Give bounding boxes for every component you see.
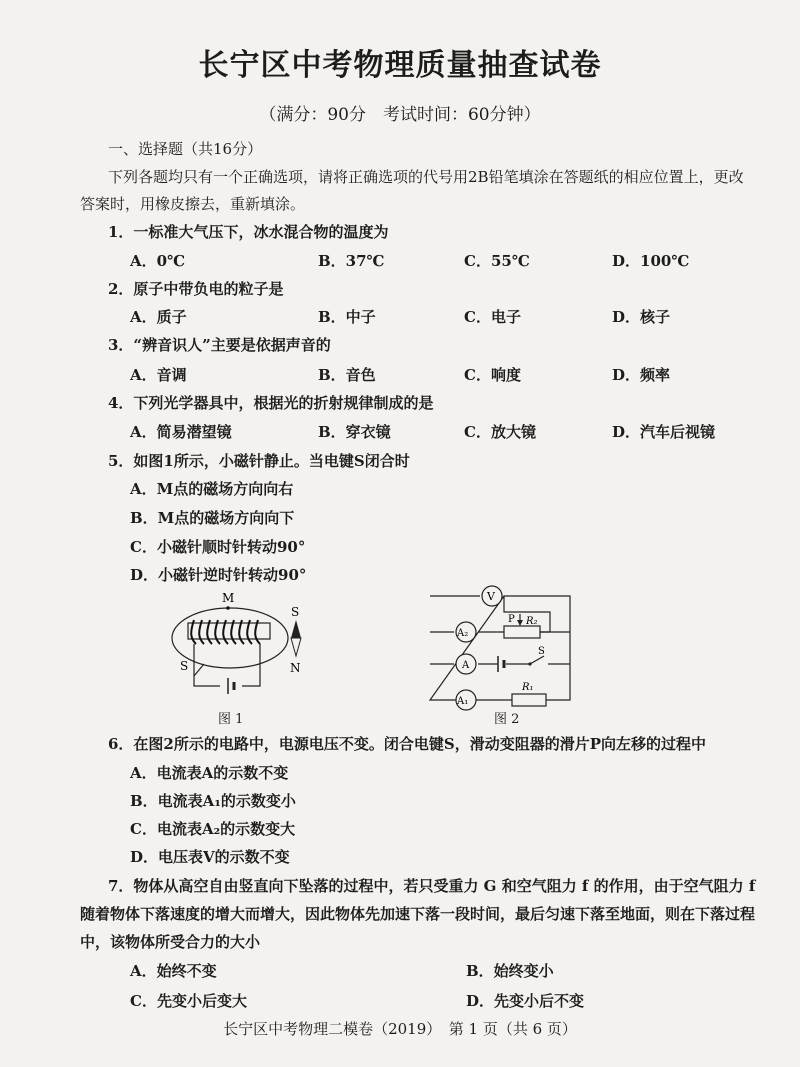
switch-s — [530, 656, 544, 664]
resistor-r2 — [504, 626, 540, 638]
label-r1: R₁ — [522, 682, 534, 693]
label-s-needle: S — [291, 605, 300, 619]
label-s-switch: S — [180, 659, 189, 673]
page-footer: 长宁区中考物理二模卷（2019） 第 1 页（共 6 页） — [223, 1020, 577, 1038]
point-m — [226, 606, 230, 610]
slider-arrow — [517, 620, 523, 626]
question-7-option-c: C．先变小后变大 — [130, 992, 247, 1010]
question-3-option-d: D．频率 — [612, 366, 671, 384]
question-6-stem: 6．在图2所示的电路中，电源电压不变。闭合电键S，滑动变阻器的滑片P向左移的过程中 — [108, 735, 706, 753]
solenoid-coil — [191, 620, 260, 644]
question-5-option-c: C．小磁针顺时针转动90° — [130, 538, 306, 556]
needle-south-half — [291, 638, 301, 656]
question-7-stem-line-1: 7．物体从高空自由竖直向下坠落的过程中，若只受重力 G 和空气阻力 f 的作用，由于空气阻力 f — [108, 877, 756, 895]
label-a: A — [462, 660, 470, 671]
question-4-option-c: C．放大镜 — [464, 423, 536, 441]
question-2-option-d: D．核子 — [612, 308, 671, 326]
question-7-stem-line-2: 随着物体下落速度的增大而增大，因此物体先加速下落一段时间，最后匀速下落至地面，则在下落过程 — [80, 905, 756, 923]
question-6-option-c: C．电流表A₂的示数变大 — [130, 820, 296, 838]
question-5-option-b: B．M点的磁场方向向下 — [130, 509, 295, 527]
question-4-option-a: A．简易潜望镜 — [130, 423, 232, 441]
question-4-option-d: D．汽车后视镜 — [612, 423, 716, 441]
switch-pivot — [528, 662, 531, 665]
question-6-option-d: D．电压表V的示数不变 — [130, 848, 290, 866]
figure-1-solenoid — [170, 590, 330, 720]
question-6-option-b: B．电流表A₁的示数变小 — [130, 792, 296, 810]
resistor-r1 — [512, 694, 546, 706]
label-r2: R₂ — [526, 616, 538, 627]
question-5-option-a: A．M点的磁场方向向右 — [130, 480, 294, 498]
label-a2: A₂ — [457, 628, 469, 639]
question-2-option-a: A．质子 — [130, 308, 187, 326]
question-1-stem: 1．一标准大气压下，冰水混合物的温度为 — [108, 223, 389, 241]
question-1-option-c: C．55℃ — [464, 252, 530, 270]
question-7-option-a: A．始终不变 — [130, 962, 217, 980]
question-4-stem: 4．下列光学器具中，根据光的折射规律制成的是 — [108, 394, 434, 412]
question-3-stem: 3．“辨音识人”主要是依据声音的 — [108, 336, 331, 354]
question-2-option-c: C．电子 — [464, 308, 521, 326]
question-3-option-b: B．音色 — [318, 366, 376, 384]
question-4-option-b: B．穿衣镜 — [318, 423, 391, 441]
question-1-option-d: D．100℃ — [612, 252, 690, 270]
label-p: P — [508, 614, 515, 625]
page-title: 长宁区中考物理质量抽查试卷 — [198, 48, 602, 83]
question-3-option-c: C．响度 — [464, 366, 521, 384]
label-n-needle: N — [290, 661, 301, 675]
instructions-line-1: 下列各题均只有一个正确选项，请将正确选项的代号用2B铅笔填涂在答题纸的相应位置上，更改 — [108, 168, 744, 186]
page-subtitle: （满分：90分 考试时间：60分钟） — [259, 105, 541, 125]
question-1-option-a: A．0℃ — [130, 252, 186, 270]
wire-left — [194, 644, 220, 686]
question-2-stem: 2．原子中带负电的粒子是 — [108, 280, 284, 298]
figure-2-caption: 图 2 — [494, 712, 520, 727]
question-7-stem-line-3: 中，该物体所受合力的大小 — [80, 933, 261, 951]
label-s: S — [538, 646, 545, 657]
switch-lever — [194, 664, 204, 676]
label-v: V — [487, 590, 495, 603]
section-heading: 一、选择题（共16分） — [108, 140, 263, 158]
question-3-option-a: A．音调 — [130, 366, 187, 384]
question-5-stem: 5．如图1所示，小磁针静止。当电键S闭合时 — [108, 452, 410, 470]
field-line-ellipse — [172, 608, 288, 668]
label-m: M — [222, 591, 235, 605]
label-a1: A₁ — [457, 696, 469, 707]
figure-1-caption: 图 1 — [218, 712, 244, 727]
instructions-line-2: 答案时，用橡皮擦去，重新填涂。 — [80, 195, 306, 213]
question-7-option-b: B．始终变小 — [466, 962, 554, 980]
question-2-option-b: B．中子 — [318, 308, 376, 326]
figure-2-circuit — [420, 582, 590, 712]
question-1-option-b: B．37℃ — [318, 252, 385, 270]
question-7-option-d: D．先变小后不变 — [466, 992, 585, 1010]
question-6-option-a: A．电流表A的示数不变 — [130, 764, 289, 782]
needle-north-half — [291, 620, 301, 638]
question-5-option-d: D．小磁针逆时针转动90° — [130, 566, 307, 584]
